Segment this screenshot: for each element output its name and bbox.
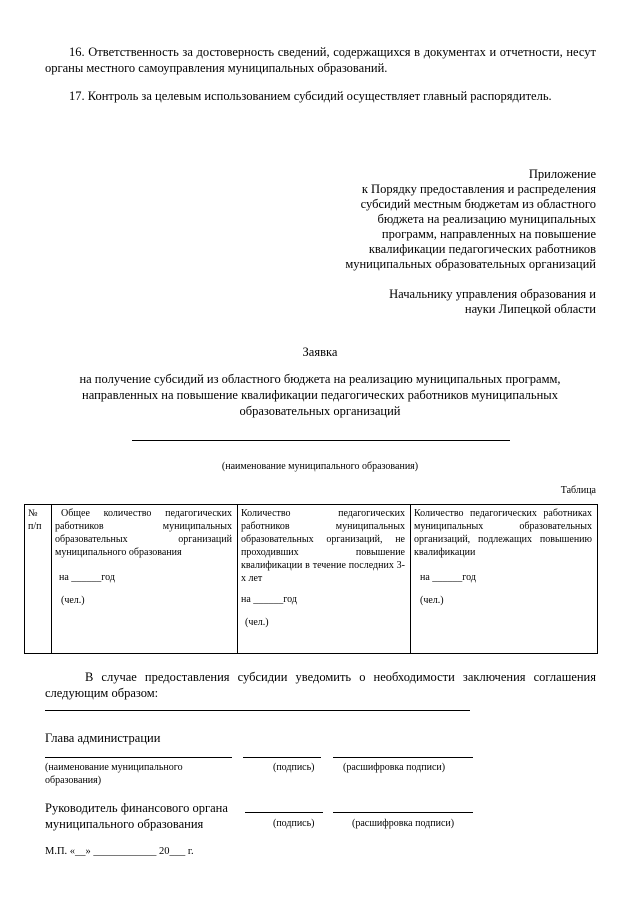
municipality-blank-line[interactable]	[132, 440, 510, 441]
col-to-train-unit: (чел.)	[420, 595, 444, 606]
appendix-line-7: муниципальных образовательных организаций	[345, 257, 596, 271]
table-label: Таблица	[560, 485, 596, 496]
col-untrained-unit: (чел.)	[245, 617, 269, 628]
col-to-train-date[interactable]: на ______год	[420, 572, 476, 583]
table-cell-total	[52, 505, 238, 654]
col-untrained-header: Количество педагогических работников муниципальных образовательных организаций, не проходивших повышение квалификации в течение последних 3-х лет	[241, 508, 405, 584]
col-total-date[interactable]: на ______год	[59, 572, 115, 583]
finance-caption-decode: (расшифровка подписи)	[352, 818, 455, 829]
appendix-line-6: квалификации педагогических работников	[368, 242, 596, 256]
finance-sign-line[interactable]	[245, 812, 323, 813]
table-cell-to-train	[411, 505, 598, 654]
appendix-line-3: субсидий местным бюджетам из областного	[360, 197, 596, 211]
col-to-train-header: Количество педагогических работниках муниципальных образовательных организаций, подлежащих повышению квалификации	[414, 508, 592, 558]
head-caption-name: (наименование муниципального образования)	[45, 762, 183, 786]
col-total-unit: (чел.)	[61, 595, 85, 606]
application-table	[24, 504, 598, 654]
addressee-line-2: науки Липецкой области	[464, 302, 596, 316]
municipality-caption: (наименование муниципального образования)	[221, 461, 419, 472]
head-name-line[interactable]	[45, 757, 232, 758]
head-caption-decode: (расшифровка подписи)	[343, 762, 446, 773]
finance-title-line-2: муниципального образования	[45, 817, 204, 831]
head-title: Глава администрации	[45, 731, 161, 745]
table-cell-number	[25, 505, 52, 654]
application-subtitle	[40, 371, 600, 419]
head-decode-line[interactable]	[333, 757, 473, 758]
appendix-line-2: к Порядку предоставления и распределения	[361, 182, 596, 196]
appendix-line-4: бюджета на реализацию муниципальных	[377, 212, 596, 226]
head-sign-line[interactable]	[243, 757, 321, 758]
table-cell-untrained	[238, 505, 411, 654]
finance-title-line-1: Руководитель финансового органа	[45, 801, 228, 815]
stamp-line: М.П. «__» ____________ 20___ г.	[45, 846, 194, 857]
paragraph-17: 17. Контроль за целевым использованием субсидий осуществляет главный распорядитель.	[69, 89, 552, 103]
head-caption-sign: (подпись)	[273, 762, 315, 773]
application-title: Заявка	[302, 345, 338, 359]
appendix-line-5: программ, направленных на повышение	[381, 227, 596, 241]
finance-decode-line[interactable]	[333, 812, 473, 813]
notice-blank-line[interactable]	[45, 710, 470, 711]
col-untrained-date[interactable]: на ______год	[241, 594, 297, 605]
appendix-block	[300, 167, 596, 272]
subtitle-line-2: направленных на повышение квалификации педагогических работников муниципальных	[82, 388, 558, 402]
addressee-block	[300, 287, 596, 317]
subtitle-line-3: образовательных организаций	[239, 404, 401, 418]
finance-title	[45, 800, 228, 832]
col-number-header: № п/п	[28, 508, 42, 532]
table-row	[25, 505, 598, 654]
subtitle-line-1: на получение субсидий из областного бюджета на реализацию муниципальных программ,	[79, 372, 561, 386]
finance-caption-sign: (подпись)	[273, 818, 315, 829]
notice-paragraph: В случае предоставления субсидии уведомить о необходимости заключения соглашения следующим образом:	[45, 670, 596, 700]
col-total-header: Общее количество педагогических работников муниципальных образовательных организаций муниципального образования	[55, 508, 232, 558]
appendix-line-1: Приложение	[528, 167, 596, 181]
paragraph-16: 16. Ответственность за достоверность сведений, содержащихся в документах и отчетности, несут органы местного самоуправления муниципальных образований.	[45, 45, 596, 75]
addressee-line-1: Начальнику управления образования и	[389, 287, 596, 301]
